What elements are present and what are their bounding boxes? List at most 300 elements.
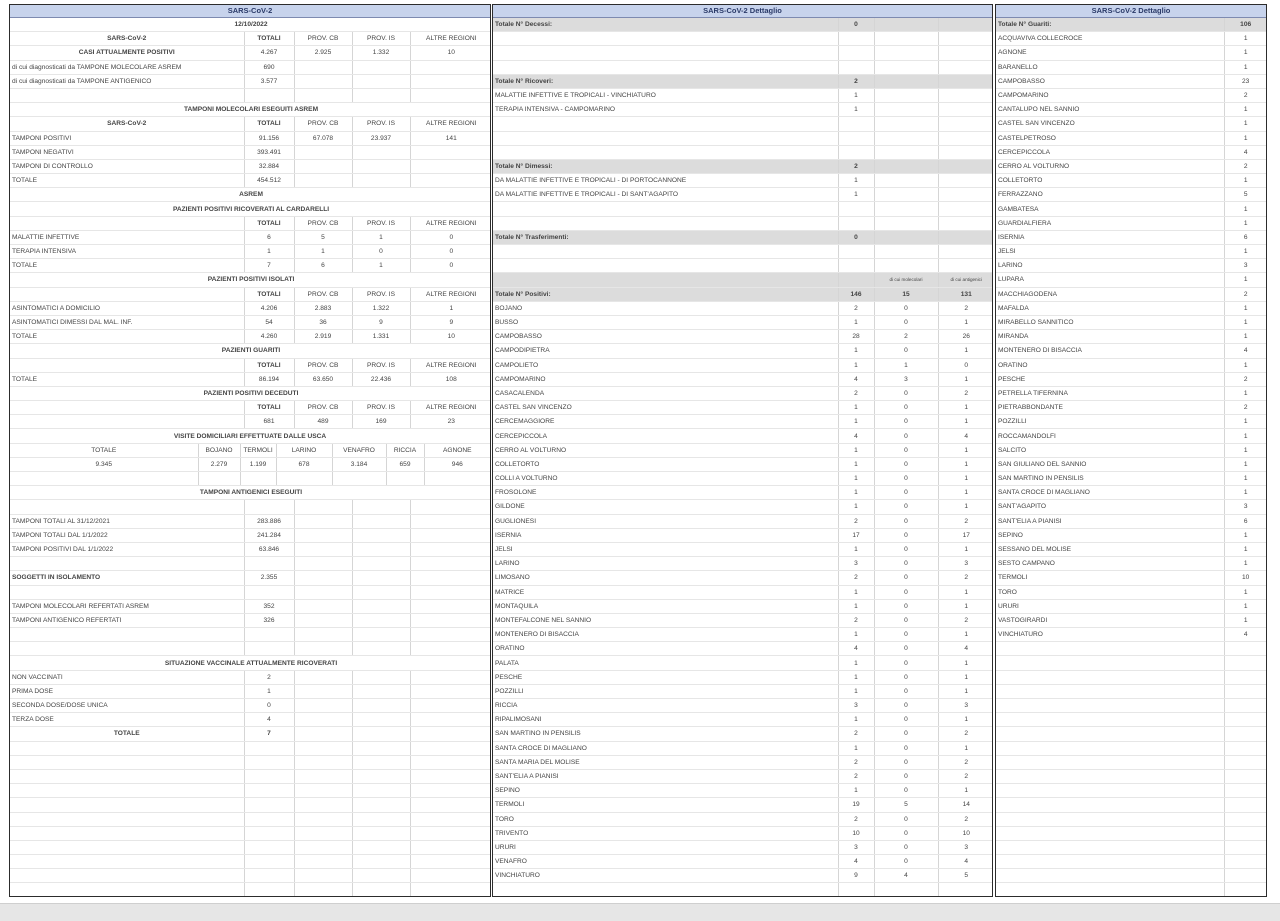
empty-cell: [294, 500, 352, 514]
blank-row: [10, 826, 491, 840]
col-header: PROV. IS: [352, 32, 410, 46]
guariti-comune-row: [996, 557, 1266, 571]
comune-name: MONTENERO DI BISACCIA: [996, 344, 1225, 358]
molecolari-value: [352, 174, 410, 188]
col-header: ALTRE REGIONI: [410, 401, 491, 415]
guariti-value: 108: [410, 372, 491, 386]
comune-value: 1: [838, 443, 874, 457]
decessi-total: [493, 18, 993, 32]
guariti-comune-row: [996, 159, 1266, 173]
blank-row: [493, 131, 993, 145]
molecolari-value: 454.512: [244, 174, 294, 188]
empty-cell: [10, 585, 244, 599]
comune-value: 0: [874, 514, 938, 528]
empty-cell: [874, 259, 938, 273]
comune-value: 1: [838, 457, 874, 471]
positivi-comune-row: [493, 472, 993, 486]
col-header: ALTRE REGIONI: [410, 287, 491, 301]
comune-value: 1: [1225, 103, 1266, 117]
deceduti-heading-row: [10, 386, 491, 400]
comune-value: 0: [874, 344, 938, 358]
blank-row: [996, 826, 1266, 840]
empty-cell: [294, 869, 352, 883]
cell: [10, 358, 244, 372]
empty-cell: [294, 628, 352, 642]
comune-value: 1: [838, 500, 874, 514]
comune-name: JELSI: [493, 542, 838, 556]
empty-cell: [493, 216, 838, 230]
comune-value: 2: [938, 386, 993, 400]
molecolari-value: [410, 174, 491, 188]
comune-name: ORATINO: [996, 358, 1225, 372]
empty-cell: [838, 259, 874, 273]
positivi-comune-row: [493, 642, 993, 656]
antigenici-table: [10, 486, 491, 897]
empty-cell: [996, 741, 1225, 755]
decessi-total-label: Totale N° Decessi:: [493, 18, 838, 32]
comune-value: 17: [838, 528, 874, 542]
usca-col-header: RICCIA: [386, 443, 424, 457]
comune-name: SAN MARTINO IN PENSILIS: [996, 472, 1225, 486]
guariti-comune-row: [996, 230, 1266, 244]
isolati-row: [10, 301, 491, 315]
ricoverati-value: 6: [294, 259, 352, 273]
molecolari-heading-row: [10, 103, 491, 117]
comune-value: 0: [874, 784, 938, 798]
positivi-comune-row: [493, 358, 993, 372]
positivi-comune-row: [493, 656, 993, 670]
vaccinale-label: SECONDA DOSE/DOSE UNICA: [10, 699, 244, 713]
blank-row: [10, 855, 491, 869]
vaccinale-row: [10, 684, 491, 698]
blank-row: [996, 855, 1266, 869]
vaccinale-row: [10, 713, 491, 727]
molecolari-value: 393.491: [244, 145, 294, 159]
antigenici-value: 63.846: [244, 542, 294, 556]
positivi-comune-row: [493, 315, 993, 329]
refertati-label: TAMPONI MOLECOLARI REFERTATI ASREM: [10, 599, 244, 613]
positivi-comune-row: [493, 528, 993, 542]
comune-value: 1: [1225, 301, 1266, 315]
cell: [352, 613, 410, 627]
vaccinale-value: 2: [244, 670, 294, 684]
empty-cell: [493, 883, 838, 897]
detail-table: [493, 18, 993, 897]
col-header: PROV. IS: [352, 358, 410, 372]
comune-value: 1: [1225, 613, 1266, 627]
comune-name: POZZILLI: [996, 415, 1225, 429]
comune-name: RIPALIMOSANI: [493, 713, 838, 727]
blank-row: [996, 741, 1266, 755]
guariti-comune-row: [996, 486, 1266, 500]
guariti-value: 86.194: [244, 372, 294, 386]
isolati-cols-row: [10, 287, 491, 301]
col-header: PROV. IS: [352, 401, 410, 415]
cell: [874, 18, 938, 32]
summary-table: [10, 18, 491, 429]
antigenici-heading-row: [10, 486, 491, 500]
empty-cell: [352, 88, 410, 102]
comune-value: 2: [838, 769, 874, 783]
comune-value: 2: [938, 812, 993, 826]
guariti-table: [996, 18, 1266, 897]
empty-cell: [874, 131, 938, 145]
comune-value: 9: [838, 869, 874, 883]
comune-name: SANTA MARIA DEL MOLISE: [493, 755, 838, 769]
comune-name: MIRABELLO SANNITICO: [996, 315, 1225, 329]
isolati-value: 9: [352, 315, 410, 329]
empty-cell: [10, 557, 244, 571]
guariti-comune-row: [996, 174, 1266, 188]
comune-name: MIRANDA: [996, 330, 1225, 344]
comune-name: SANT'ELIA A PIANISI: [493, 769, 838, 783]
comune-value: 0: [874, 401, 938, 415]
comune-value: 10: [838, 826, 874, 840]
comune-value: 1: [1225, 245, 1266, 259]
comune-value: 2: [838, 301, 874, 315]
comune-value: 3: [938, 840, 993, 854]
deceduti-value: 681: [244, 415, 294, 429]
cell: [294, 528, 352, 542]
comune-name: CAMPOBASSO: [493, 330, 838, 344]
comune-value: 2: [838, 613, 874, 627]
guariti-heading-row: [10, 344, 491, 358]
empty-cell: [996, 699, 1225, 713]
positivi-comune-row: [493, 500, 993, 514]
comune-name: CASTELPETROSO: [996, 131, 1225, 145]
comune-name: BOJANO: [493, 301, 838, 315]
comune-value: 0: [874, 585, 938, 599]
comune-value: 2: [1225, 88, 1266, 102]
empty-cell: [1225, 883, 1266, 897]
empty-cell: [1225, 670, 1266, 684]
comune-value: 4: [1225, 344, 1266, 358]
molecolari-subheader: di cui molecolari: [874, 273, 938, 287]
comune-name: URURI: [996, 599, 1225, 613]
comune-value: 1: [938, 628, 993, 642]
comune-name: VINCHIATURO: [493, 869, 838, 883]
comune-name: CASTEL SAN VINCENZO: [996, 117, 1225, 131]
comune-name: LIMOSANO: [493, 571, 838, 585]
positivi-comune-row: [493, 301, 993, 315]
comune-value: 1: [1225, 585, 1266, 599]
blank-row: [996, 713, 1266, 727]
col-header: PROV. IS: [352, 287, 410, 301]
comune-value: 2: [938, 571, 993, 585]
casi-total: 2.925: [294, 46, 352, 60]
blank-row: [996, 727, 1266, 741]
decessi-total-value: 0: [838, 18, 874, 32]
detail-row: [493, 174, 993, 188]
ricoveri-total-label: Totale N° Ricoveri:: [493, 74, 838, 88]
comune-value: 10: [1225, 571, 1266, 585]
cell: [352, 727, 410, 741]
comune-value: 2: [1225, 401, 1266, 415]
comune-value: 2: [838, 514, 874, 528]
comune-value: 4: [938, 855, 993, 869]
usca-value: 678: [276, 457, 332, 471]
comune-value: 1: [1225, 443, 1266, 457]
molecolari-value: 141: [410, 131, 491, 145]
comune-name: PIETRABBONDANTE: [996, 401, 1225, 415]
casi-detail-label: di cui diagnosticati da TAMPONE ANTIGENICO: [10, 74, 244, 88]
empty-cell: [352, 869, 410, 883]
isolati-value: 36: [294, 315, 352, 329]
guariti-comune-row: [996, 429, 1266, 443]
molecolari-value: [410, 159, 491, 173]
empty-cell: [244, 585, 294, 599]
empty-cell: [996, 826, 1225, 840]
comune-value: 2: [938, 514, 993, 528]
date-row: [10, 18, 491, 32]
empty-cell: [410, 869, 491, 883]
ricoverati-value: 0: [410, 245, 491, 259]
comune-value: 1: [838, 401, 874, 415]
comune-value: 1: [938, 542, 993, 556]
positivi-comune-row: [493, 457, 993, 471]
comune-value: 2: [938, 727, 993, 741]
comune-value: 26: [938, 330, 993, 344]
comune-value: 0: [874, 415, 938, 429]
isolati-label: ASINTOMATICI A DOMICILIO: [10, 301, 244, 315]
guariti-comune-row: [996, 46, 1266, 60]
molecolari-value: [352, 159, 410, 173]
antigenici-row: [10, 514, 491, 528]
empty-cell: [996, 769, 1225, 783]
isolati-value: 9: [410, 315, 491, 329]
comune-value: 0: [874, 812, 938, 826]
blank-row: [10, 472, 490, 486]
detail-sheet-header: SARS-CoV-2 Dettaglio: [493, 5, 992, 18]
molecolari-label: TAMPONI DI CONTROLLO: [10, 159, 244, 173]
comune-value: 1: [1225, 46, 1266, 60]
col-header: TOTALI: [244, 117, 294, 131]
comune-name: AGNONE: [996, 46, 1225, 60]
empty-cell: [294, 812, 352, 826]
empty-cell: [410, 855, 491, 869]
comune-name: PALATA: [493, 656, 838, 670]
comune-value: 1: [838, 599, 874, 613]
cell: [493, 273, 838, 287]
empty-cell: [352, 826, 410, 840]
blank-row: [10, 500, 491, 514]
comune-value: 3: [838, 699, 874, 713]
comune-value: 1: [1225, 60, 1266, 74]
col-header: PROV. CB: [294, 216, 352, 230]
positivi-comune-row: [493, 372, 993, 386]
guariti-comune-row: [996, 514, 1266, 528]
bottom-scroll-strip[interactable]: [0, 903, 1280, 921]
empty-cell: [874, 145, 938, 159]
blank-row: [996, 670, 1266, 684]
comune-value: 1: [1225, 358, 1266, 372]
comune-value: 1: [1225, 216, 1266, 230]
guariti-comune-row: [996, 245, 1266, 259]
comune-value: 1: [838, 684, 874, 698]
blank-row: [10, 585, 491, 599]
positivi-comune-row: [493, 869, 993, 883]
molecolari-value: [352, 145, 410, 159]
comune-name: ISERNIA: [996, 230, 1225, 244]
empty-cell: [838, 245, 874, 259]
cell: [410, 599, 491, 613]
deceduti-cols-row: [10, 401, 491, 415]
empty-cell: [493, 245, 838, 259]
usca-value: 9.345: [10, 457, 198, 471]
cell: [874, 88, 938, 102]
molecolari-value: 67.078: [294, 131, 352, 145]
ricoverati-value: 1: [352, 259, 410, 273]
guariti-label: TOTALE: [10, 372, 244, 386]
cell: [410, 571, 491, 585]
deceduti-value: 169: [352, 415, 410, 429]
positivi-total-value: 15: [874, 287, 938, 301]
empty-cell: [244, 628, 294, 642]
blank-row: [10, 642, 491, 656]
casi-col-title: SARS-CoV-2: [10, 32, 244, 46]
molecolari-value: 91.156: [244, 131, 294, 145]
empty-cell: [244, 826, 294, 840]
cell: [294, 727, 352, 741]
comune-value: 1: [1225, 131, 1266, 145]
cell: [410, 699, 491, 713]
detail-value: 1: [838, 103, 874, 117]
empty-cell: [10, 784, 244, 798]
empty-cell: [1225, 699, 1266, 713]
ricoverati-row: [10, 245, 491, 259]
empty-cell: [410, 840, 491, 854]
blank-row: [996, 769, 1266, 783]
comune-name: SANTA CROCE DI MAGLIANO: [493, 741, 838, 755]
blank-row: [996, 840, 1266, 854]
ricoveri-total-value: 2: [838, 74, 874, 88]
guariti-comune-row: [996, 315, 1266, 329]
comune-value: 1: [938, 457, 993, 471]
asrem-row: [10, 188, 491, 202]
summary-sheet: [9, 4, 491, 897]
empty-cell: [1225, 855, 1266, 869]
empty-cell: [996, 798, 1225, 812]
cell: [352, 599, 410, 613]
guariti-comune-row: [996, 344, 1266, 358]
comune-name: CANTALUPO NEL SANNIO: [996, 103, 1225, 117]
cell: [10, 401, 244, 415]
comune-value: 0: [874, 486, 938, 500]
cell: [874, 159, 938, 173]
empty-cell: [1225, 812, 1266, 826]
comune-value: 4: [938, 642, 993, 656]
empty-cell: [10, 500, 244, 514]
cell: [294, 670, 352, 684]
blank-row: [10, 883, 491, 897]
comune-value: 0: [874, 755, 938, 769]
col-header: TOTALI: [244, 287, 294, 301]
usca-table: [10, 429, 490, 486]
positivi-comune-row: [493, 571, 993, 585]
col-header: ALTRE REGIONI: [410, 358, 491, 372]
empty-cell: [874, 32, 938, 46]
positivi-comune-row: [493, 344, 993, 358]
empty-cell: [493, 259, 838, 273]
vaccinale-label: PRIMA DOSE: [10, 684, 244, 698]
comune-value: 0: [874, 457, 938, 471]
col-header: TOTALI: [244, 401, 294, 415]
comune-value: 0: [874, 301, 938, 315]
empty-cell: [244, 883, 294, 897]
vaccinale-total-label: TOTALE: [10, 727, 244, 741]
comune-value: 1: [1225, 599, 1266, 613]
empty-cell: [1225, 656, 1266, 670]
comune-value: 1: [938, 713, 993, 727]
usca-cols-row: [10, 443, 490, 457]
empty-cell: [244, 755, 294, 769]
col-header: TOTALI: [244, 32, 294, 46]
comune-value: 1: [838, 741, 874, 755]
empty-cell: [294, 741, 352, 755]
usca-heading-row: [10, 429, 490, 443]
comune-value: 0: [874, 500, 938, 514]
guariti-comune-row: [996, 188, 1266, 202]
positivi-total-row: [493, 287, 993, 301]
detail-row: [493, 88, 993, 102]
blank-row: [10, 869, 491, 883]
empty-cell: [1225, 642, 1266, 656]
detail-value: 1: [838, 188, 874, 202]
comune-name: SEPINO: [996, 528, 1225, 542]
blank-row: [996, 784, 1266, 798]
comune-value: 1: [838, 784, 874, 798]
empty-cell: [294, 855, 352, 869]
ricoverati-label: MALATTIE INFETTIVE: [10, 230, 244, 244]
comune-value: 1: [938, 784, 993, 798]
positivi-comune-row: [493, 699, 993, 713]
empty-cell: [244, 840, 294, 854]
empty-cell: [352, 741, 410, 755]
empty-cell: [10, 840, 244, 854]
comune-name: GILDONE: [493, 500, 838, 514]
empty-cell: [838, 46, 874, 60]
guariti-comune-row: [996, 542, 1266, 556]
guariti-comune-row: [996, 472, 1266, 486]
comune-name: CASTEL SAN VINCENZO: [493, 401, 838, 415]
comune-name: CAMPOLIETO: [493, 358, 838, 372]
comune-value: 23: [1225, 74, 1266, 88]
isolamento-label: SOGGETTI IN ISOLAMENTO: [10, 571, 244, 585]
comune-name: TERMOLI: [493, 798, 838, 812]
comune-value: 1: [1225, 486, 1266, 500]
comune-value: 1: [938, 486, 993, 500]
empty-cell: [352, 855, 410, 869]
comune-value: 1: [838, 656, 874, 670]
guariti-total-label: Totale N° Guariti:: [996, 18, 1225, 32]
comune-value: 2: [938, 755, 993, 769]
comune-value: 1: [1225, 528, 1266, 542]
comune-name: TRIVENTO: [493, 826, 838, 840]
blank-row: [10, 840, 491, 854]
comune-value: 0: [874, 472, 938, 486]
empty-cell: [244, 812, 294, 826]
isolati-value: 2.883: [294, 301, 352, 315]
empty-cell: [410, 628, 491, 642]
comune-value: 0: [874, 684, 938, 698]
guariti-comune-row: [996, 571, 1266, 585]
empty-cell: [352, 500, 410, 514]
comune-value: 0: [874, 670, 938, 684]
comune-name: MONTAQUILA: [493, 599, 838, 613]
col-header: PROV. CB: [294, 287, 352, 301]
comune-value: 0: [874, 386, 938, 400]
cell: [294, 613, 352, 627]
